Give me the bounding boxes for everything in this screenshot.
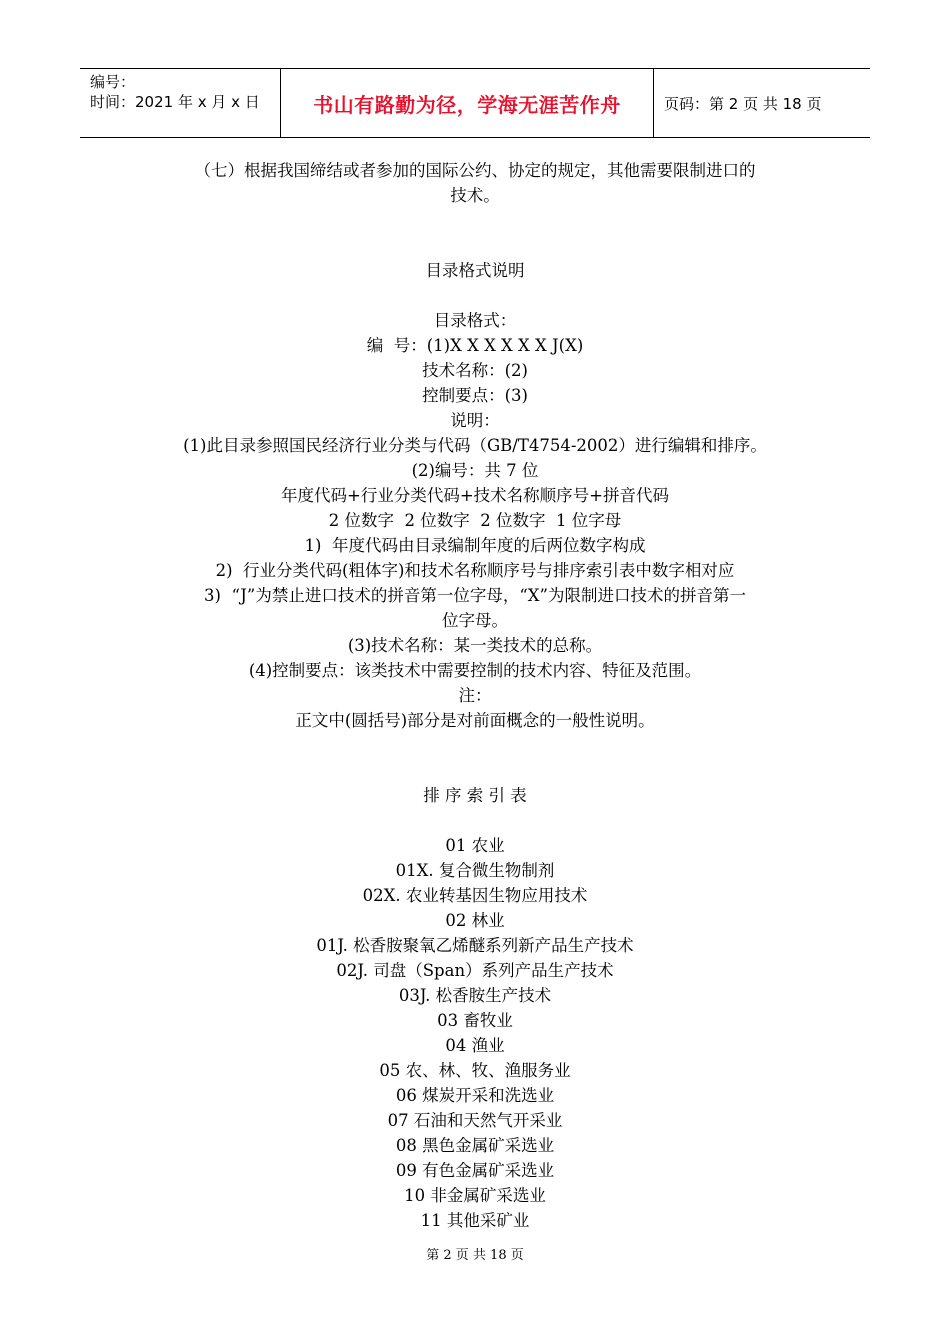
format-name-line: 技术名称：(2) <box>422 361 528 380</box>
index-entry: 03J. 松香胺生产技术 <box>398 986 552 1005</box>
header-motto: 书山有路勤为径，学海无涯苦作舟 <box>281 69 654 137</box>
intro-line-2: 技术。 <box>450 186 500 205</box>
document-date-label: 时间：2021 年 x 月 x 日 <box>90 93 260 111</box>
explain-sub-2: 2) 行业分类代码(粗体字)和技术名称顺序号与排序索引表中数字相对应 <box>215 561 735 580</box>
page-header <box>80 68 870 138</box>
index-entry: 05 农、林、牧、渔服务业 <box>379 1061 571 1080</box>
explain-sub-1: 1) 年度代码由目录编制年度的后两位数字构成 <box>304 536 646 555</box>
header-meta-cell <box>80 69 281 137</box>
header-page-number: 页码：第 2 页 共 18 页 <box>664 94 822 113</box>
index-entry: 08 黑色金属矿采选业 <box>395 1136 555 1155</box>
index-entry: 01J. 松香胺聚氧乙烯醚系列新产品生产技术 <box>316 936 634 955</box>
index-section-title: 排 序 索 引 表 <box>423 786 527 805</box>
document-number-label: 编号： <box>90 73 136 91</box>
note-heading: 注： <box>458 686 492 705</box>
format-section-title: 目录格式说明 <box>425 261 525 280</box>
format-code-line: 编 号：(1)X X X X X X J(X) <box>366 336 584 355</box>
page-footer: 第 2 页 共 18 页 <box>426 1248 524 1263</box>
document-body <box>0 158 950 1233</box>
intro-line-1: （七）根据我国缔结或者参加的国际公约、协定的规定，其他需要限制进口的 <box>194 161 756 180</box>
explain-item-2: (2)编号：共 7 位 <box>411 461 539 480</box>
index-entry: 10 非金属矿采选业 <box>404 1186 546 1205</box>
explain-item-2-composition: 年度代码+行业分类代码+技术名称顺序号+拼音代码 <box>281 486 669 505</box>
format-heading: 目录格式： <box>433 311 517 330</box>
explain-item-1: (1)此目录参照国民经济行业分类与代码（GB/T4754-2002）进行编辑和排序。 <box>183 436 767 455</box>
index-entry: 02J. 司盘（Span）系列产品生产技术 <box>336 961 614 980</box>
explain-item-2-digits: 2 位数字 2 位数字 2 位数字 1 位字母 <box>328 511 622 530</box>
explain-sub-3-line-1: 3) “J”为禁止进口技术的拼音第一位字母，“X”为限制进口技术的拼音第一 <box>204 586 746 605</box>
explain-item-4: (4)控制要点：该类技术中需要控制的技术内容、特征及范围。 <box>248 661 702 680</box>
explain-heading: 说明： <box>450 411 500 430</box>
index-entry: 06 煤炭开采和洗选业 <box>395 1086 555 1105</box>
explain-item-3: (3)技术名称：某一类技术的总称。 <box>347 636 603 655</box>
index-entry: 11 其他采矿业 <box>420 1211 530 1230</box>
note-text: 正文中(圆括号)部分是对前面概念的一般性说明。 <box>295 711 655 730</box>
index-entry: 09 有色金属矿采选业 <box>395 1161 555 1180</box>
index-entry: 03 畜牧业 <box>437 1011 513 1030</box>
index-entry: 07 石油和天然气开采业 <box>387 1111 563 1130</box>
format-control-line: 控制要点：(3) <box>422 386 528 405</box>
index-entry: 04 渔业 <box>445 1036 505 1055</box>
index-entry: 01 农业 <box>445 836 505 855</box>
index-entry: 02X. 农业转基因生物应用技术 <box>362 886 588 905</box>
index-entry: 01X. 复合微生物制剂 <box>395 861 555 880</box>
explain-sub-3-line-2: 位字母。 <box>442 611 508 630</box>
index-entry: 02 林业 <box>445 911 505 930</box>
